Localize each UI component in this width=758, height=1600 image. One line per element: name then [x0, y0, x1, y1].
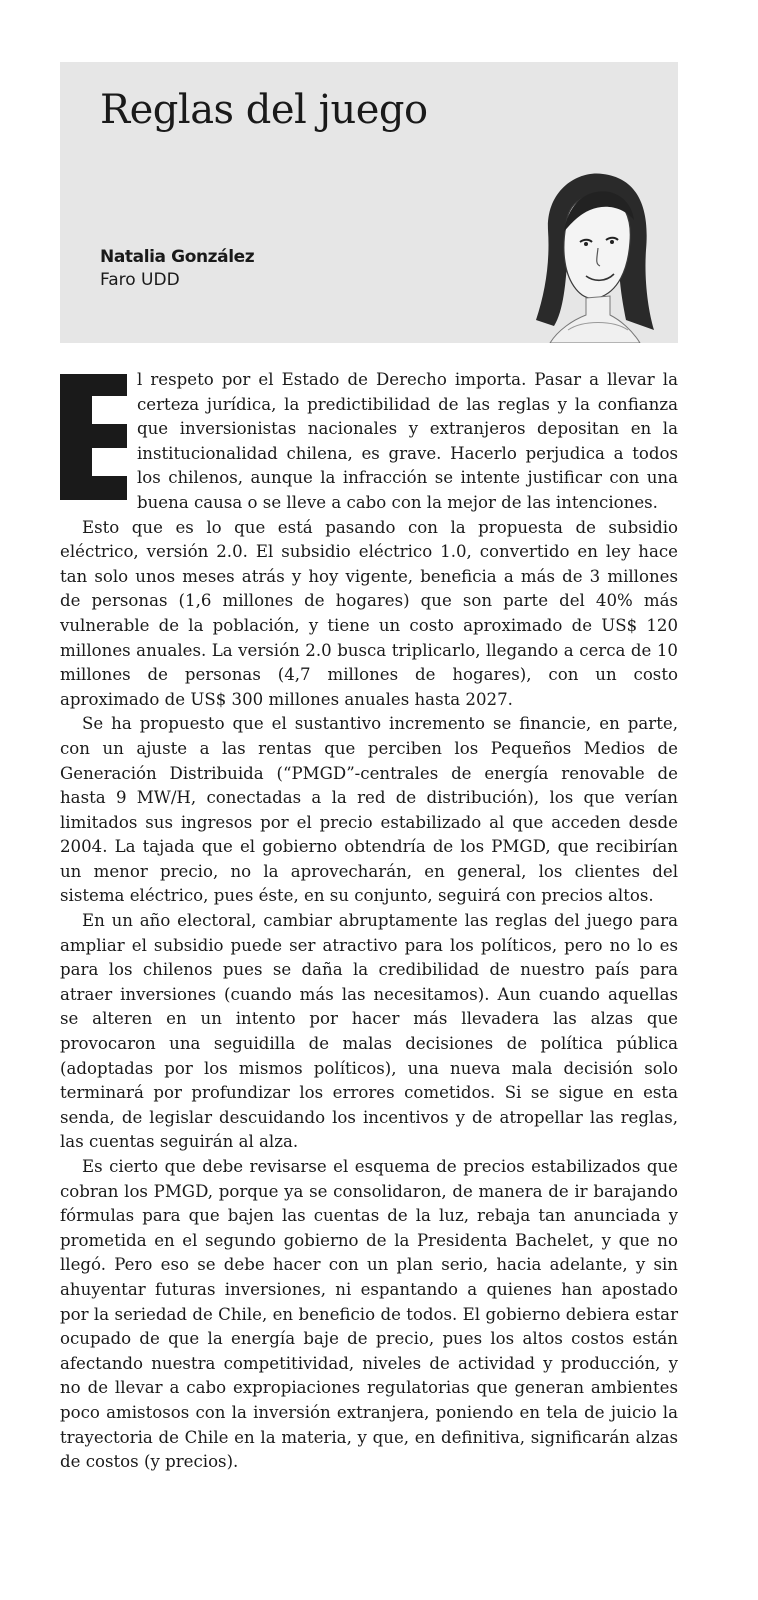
article-paragraph: Esto que es lo que está pasando con la propuesta de subsidio eléctrico, versión 2.0. El subsidio eléctrico 1.0, convertido en ley hace tan solo unos meses atrás y hoy vigente, beneficia a más de 3 millones de personas (1,6 millones de hogares) que son parte del 40% más vulnerable de la población, y tiene un costo aproximado de US$ 120 millones anuales. La versión 2.0 busca triplicarlo, llegando a cerca de 10 millones de personas (4,7 millones de hogares), con un costo aproximado de US$ 300 millones anuales hasta 2027.	[60, 517, 678, 709]
drop-cap	[60, 374, 127, 500]
article-paragraph: Es cierto que debe revisarse el esquema de precios estabilizados que cobran los PMGD, porque ya se consolidaron, de manera de ir barajando fórmulas para que bajen las cuentas de la luz, rebaja tan anunciada y prometida en el segundo gobierno de la Presidenta Bachelet, y que no llegó. Pero eso se debe hacer con un plan serio, hacia adelante, y sin ahuyentar futuras inversiones, ni espantando a quienes han apostado por la seriedad de Chile, en beneficio de todos. El gobierno debiera estar ocupado de que la energía baje de precio, pues los altos costos están afectando nuestra competitividad, niveles de actividad y producción, y no de llevar a cabo expropiaciones regulatorias que generan ambientes poco amistosos con la inversión extranjera, poniendo en tela de juicio la trayectoria de Chile en la materia, y que, en definitiva, significarán alzas de costos (y precios).	[60, 1157, 678, 1472]
article-paragraph: En un año electoral, cambiar abruptamente las reglas del juego para ampliar el subsidio puede ser atractivo para los políticos, pero no lo es para los chilenos pues se daña la credibilidad de nuestro país para atraer inversiones (cuando más las necesitamos). Aun cuando aquellas se alteren en un intento por hacer más llevadera las alzas que provocaron una seguidilla de malas decisiones de política pública (adoptadas por los mismos políticos), una nueva mala decisión solo terminará por profundizar los errores cometidos. Si se sigue en esta senda, de legislar descuidando los incentivos y de atropellar las reglas, las cuentas seguirán al alza.	[60, 911, 678, 1152]
author-portrait	[528, 170, 658, 343]
drop-cap-e-glyph	[60, 374, 127, 500]
author-affiliation: Faro UDD	[100, 270, 180, 290]
author-name: Natalia González	[100, 247, 255, 267]
paragraph-text: l respeto por el Estado de Derecho importa. Pasar a llevar la certeza jurídica, la predictibilidad de las reglas y la confianza que inversionistas nacionales y extranjeros depositan en la institucionalidad chilena, es grave. Hacerlo perjudica a todos los chilenos, aunque la infracción se intente justificar con una buena causa o se lleve a cabo con la mejor de las intenciones.	[137, 370, 678, 512]
article-paragraph	[60, 368, 678, 516]
article-body	[60, 368, 678, 1475]
article-paragraph: Se ha propuesto que el sustantivo incremento se financie, en parte, con un ajuste a las rentas que perciben los Pequeños Medios de Generación Distribuida (“PMGD”-centrales de energía renovable de hasta 9 MW/H, conectadas a la red de distribución), los que verían limitados sus ingresos por el precio estabilizado al que acceden desde 2004. La tajada que el gobierno obtendría de los PMGD, que recibirían un menor precio, no la aprovecharán, en general, los clientes del sistema eléctrico, pues éste, en su conjunto, seguirá con precios altos.	[60, 714, 678, 906]
article-title: Reglas del juego	[100, 87, 428, 133]
article-header	[60, 62, 678, 343]
